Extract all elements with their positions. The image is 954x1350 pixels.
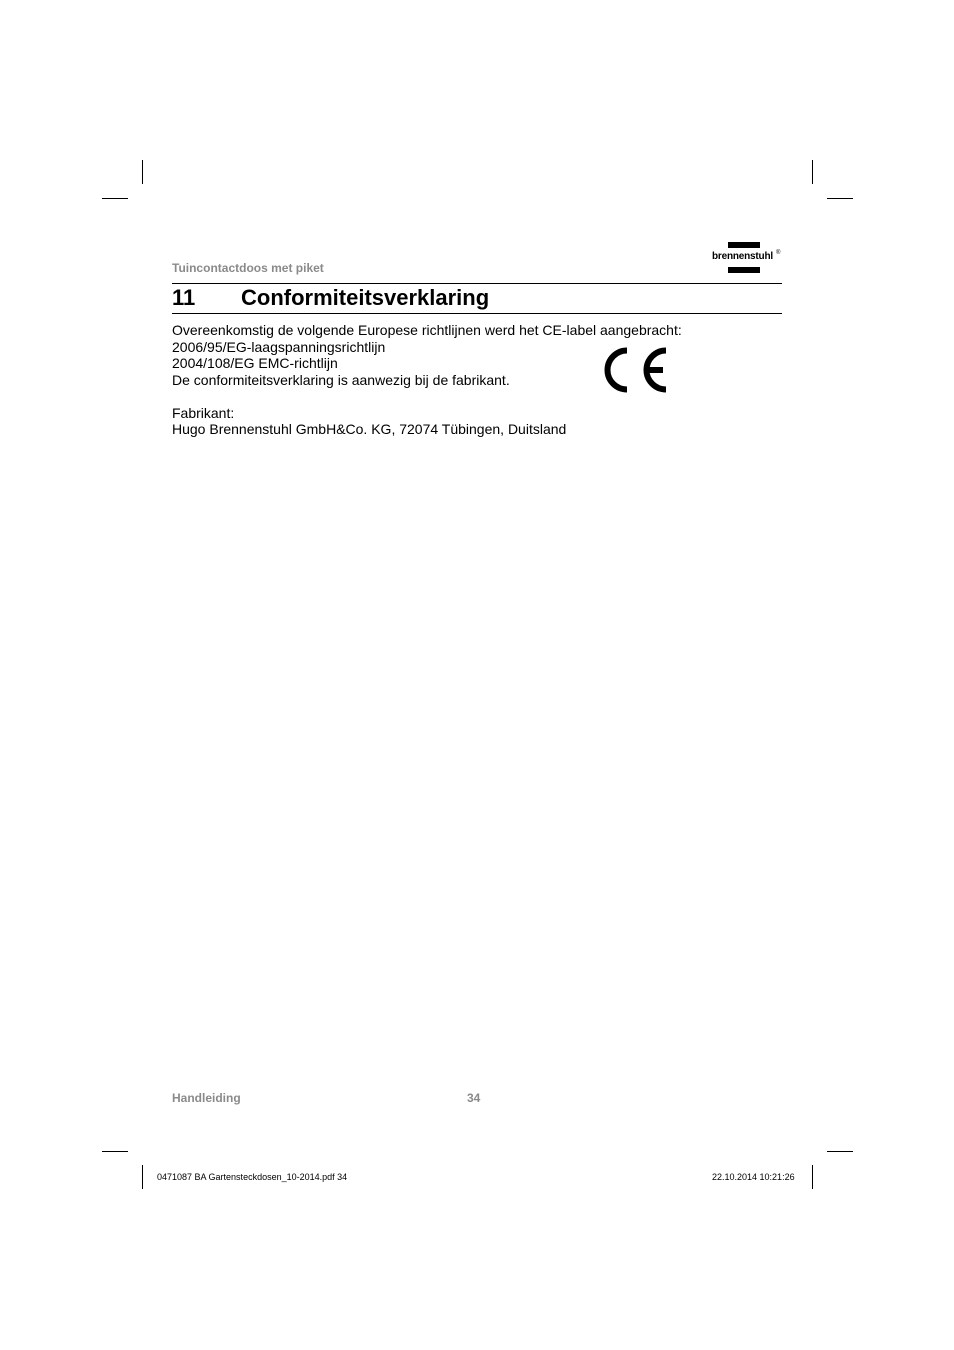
crop-mark-top-right-horizontal <box>827 198 853 199</box>
crop-mark-bottom-right-horizontal <box>827 1151 853 1152</box>
ce-mark-icon <box>603 345 669 395</box>
running-header-title: Tuincontactdoos met piket <box>172 261 324 275</box>
logo-registered-mark: ® <box>776 250 781 256</box>
print-slug-datetime: 22.10.2014 10:21:26 <box>712 1172 795 1182</box>
crop-mark-top-left-vertical <box>142 160 143 184</box>
crop-mark-bottom-left-horizontal <box>102 1151 128 1152</box>
page-number: 34 <box>467 1091 481 1105</box>
logo-wordmark: brennenstuhl <box>712 251 773 262</box>
declaration-availability: De conformiteitsverklaring is aanwezig bij de fabrikant. <box>172 371 510 388</box>
section-title: Conformiteitsverklaring <box>241 285 490 310</box>
heading-rule-bottom <box>172 313 782 314</box>
crop-mark-bottom-right-vertical <box>812 1165 813 1189</box>
brennenstuhl-logo <box>712 242 782 276</box>
crop-mark-bottom-left-vertical <box>142 1165 143 1189</box>
directive-low-voltage: 2006/95/EG-laagspanningsrichtlijn <box>172 338 386 355</box>
crop-mark-top-right-vertical <box>812 160 813 184</box>
directive-emc: 2004/108/EG EMC-richtlijn <box>172 355 338 371</box>
section-number: 11 <box>172 285 196 310</box>
logo-bar-bottom <box>728 267 760 273</box>
manufacturer-label: Fabrikant: <box>172 404 235 421</box>
directive-intro: Overeenkomstig de volgende Europese richtlijnen werd het CE-label aangebracht: <box>172 322 682 338</box>
print-slug-file: 0471087 BA Gartensteckdosen_10-2014.pdf 34 <box>157 1172 348 1182</box>
manufacturer-address: Hugo Brennenstuhl GmbH&Co. KG, 72074 Tübingen, Duitsland <box>172 421 567 437</box>
footer-label: Handleiding <box>172 1091 241 1105</box>
heading-rule-top <box>172 283 782 284</box>
logo-bar-top <box>728 242 760 248</box>
crop-mark-top-left-horizontal <box>102 198 128 199</box>
